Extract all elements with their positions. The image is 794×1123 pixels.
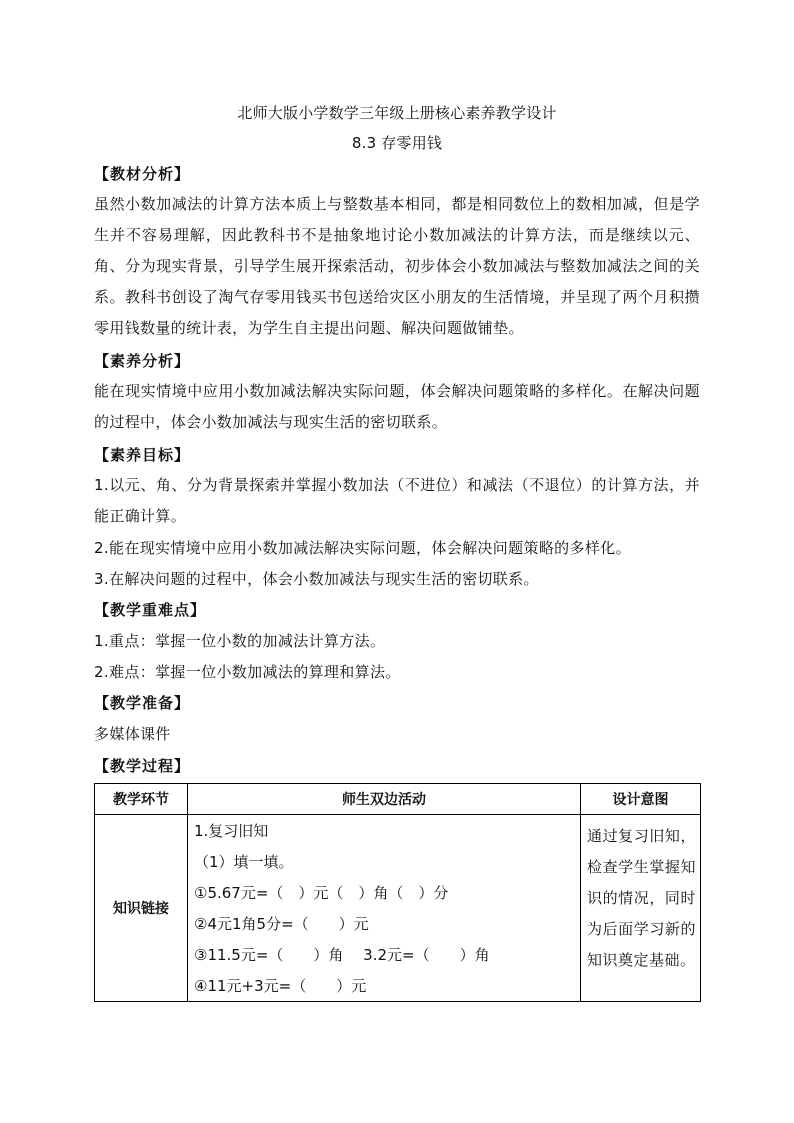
activity-line: ③11.5元=（ ）角 3.2元=（ ）角 (194, 946, 490, 964)
goal-item-2: 2.能在现实情境中应用小数加减法解决实际问题，体会解决问题策略的多样化。 (94, 539, 631, 557)
section-heading-prep: 【教学准备】 (94, 694, 191, 712)
table-header-row (95, 784, 701, 815)
analysis-paragraph: 虽然小数加减法的计算方法本质上与整数基本相同，都是相同数位上的数相加减，但是学生并不容易理解，因此教科书不是抽象地讨论小数加减法的计算方法，而是继续以元、角、分为现实背景，引导学生展开探索活动，初步体会小数加减法与整数加减法之间的关系。教科书创设了淘气存零用钱买书包送给灾区小朋友的生活情境，并呈现了两个月积攒零用钱数量的统计表，为学生自主提出问题、解决问题做铺垫。 (94, 195, 700, 337)
document-title: 北师大版小学数学三年级上册核心素养教学设计 (237, 104, 557, 122)
teaching-process-table (94, 783, 701, 1002)
section-heading-analysis: 【教材分析】 (94, 165, 191, 183)
section-heading-process: 【教学过程】 (94, 757, 191, 775)
intent-text: 通过复习旧知，检查学生掌握知识的情况，同时为后面学习新的知识奠定基础。 (587, 827, 696, 969)
activity-line: （1）填一填。 (194, 853, 294, 871)
header-intent: 设计意图 (581, 784, 701, 815)
section-heading-keypoints: 【教学重难点】 (94, 601, 207, 619)
activity-line: 1.复习旧知 (194, 822, 269, 840)
activity-line: ④11元+3元=（ ）元 (194, 977, 367, 995)
literacy-paragraph: 能在现实情境中应用小数加减法解决实际问题，体会解决问题策略的多样化。在解决问题的过程中，体会小数加减法与现实生活的密切联系。 (94, 382, 700, 431)
section-heading-literacy: 【素养分析】 (94, 352, 191, 370)
keypoint-item-1: 1.重点：掌握一位小数的加减法计算方法。 (94, 632, 386, 650)
prep-text: 多媒体课件 (94, 725, 171, 743)
activity-line: ①5.67元=（ ）元（ ）角（ ）分 (194, 884, 449, 902)
activity-line: ②4元1角5分=（ ）元 (194, 915, 369, 933)
goal-item-3: 3.在解决问题的过程中，体会小数加减法与现实生活的密切联系。 (94, 570, 539, 588)
goal-item-1: 1.以元、角、分为背景探索并掌握小数加法（不进位）和减法（不退位）的计算方法，并能正确计算。 (94, 476, 700, 525)
header-stage: 教学环节 (95, 784, 188, 815)
activity-cell (188, 815, 581, 1002)
intent-cell (581, 815, 701, 1002)
stage-cell: 知识链接 (95, 815, 188, 1002)
table-row (95, 815, 701, 1002)
section-heading-goals: 【素养目标】 (94, 446, 191, 464)
header-activity: 师生双边活动 (188, 784, 581, 815)
keypoint-item-2: 2.难点：掌握一位小数加减法的算理和算法。 (94, 663, 401, 681)
lesson-title: 8.3 存零用钱 (351, 134, 443, 152)
